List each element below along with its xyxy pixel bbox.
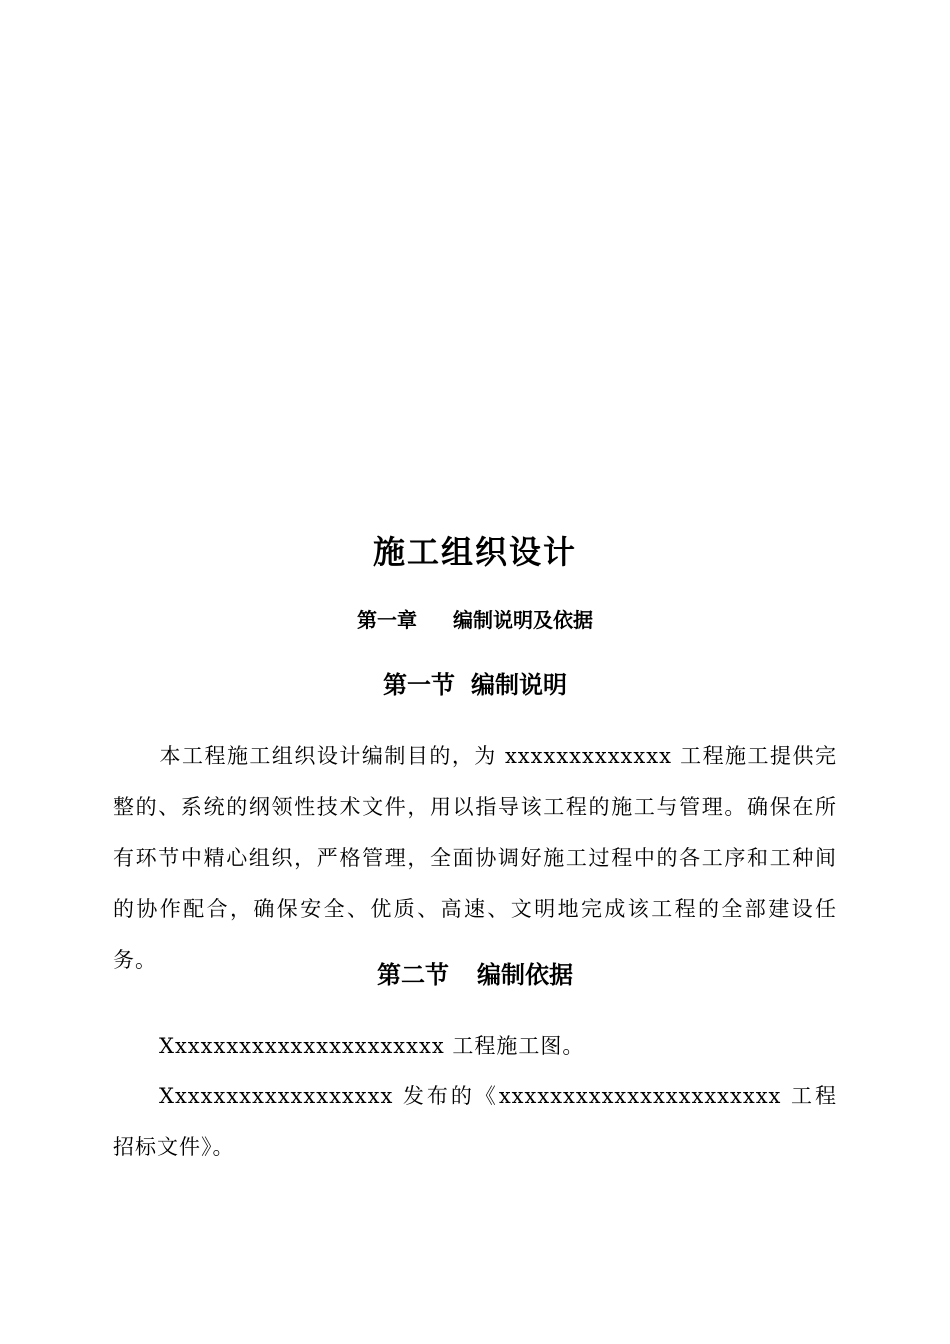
- chapter-number: 第一章: [357, 608, 417, 632]
- section-heading-1: [0, 668, 950, 702]
- paragraph-text: 本工程施工组织设计编制目的，为 xxxxxxxxxxxxx 工程施工提供完整的、系统的纲领性技术文件，用以指导该工程的施工与管理。确保在所有环节中精心组织，严格管理，全面协调好施工过程中的各工序和工种间的协作配合，确保安全、优质、高速、文明地完成该工程的全部建设任务。: [113, 744, 837, 972]
- document-title: 施工组织设计: [372, 533, 577, 571]
- section-title: 编制说明: [471, 670, 567, 699]
- paragraph-basis-2: [113, 1071, 837, 1173]
- section-number: 第一节: [383, 670, 455, 699]
- section-title: 编制依据: [477, 960, 573, 989]
- paragraph-text: Xxxxxxxxxxxxxxxxxxxxxx 工程施工图。: [159, 1034, 585, 1058]
- chapter-title: 编制说明及依据: [453, 608, 593, 632]
- section-heading-2: [0, 958, 950, 992]
- paragraph-text: Xxxxxxxxxxxxxxxxxx 发布的《xxxxxxxxxxxxxxxxxxxxxx 工程招标文件》。: [113, 1084, 837, 1159]
- paragraph-purpose: [113, 731, 837, 986]
- paragraph-basis-1: [113, 1021, 837, 1072]
- chapter-heading: [0, 605, 950, 635]
- section-number: 第二节: [377, 960, 449, 989]
